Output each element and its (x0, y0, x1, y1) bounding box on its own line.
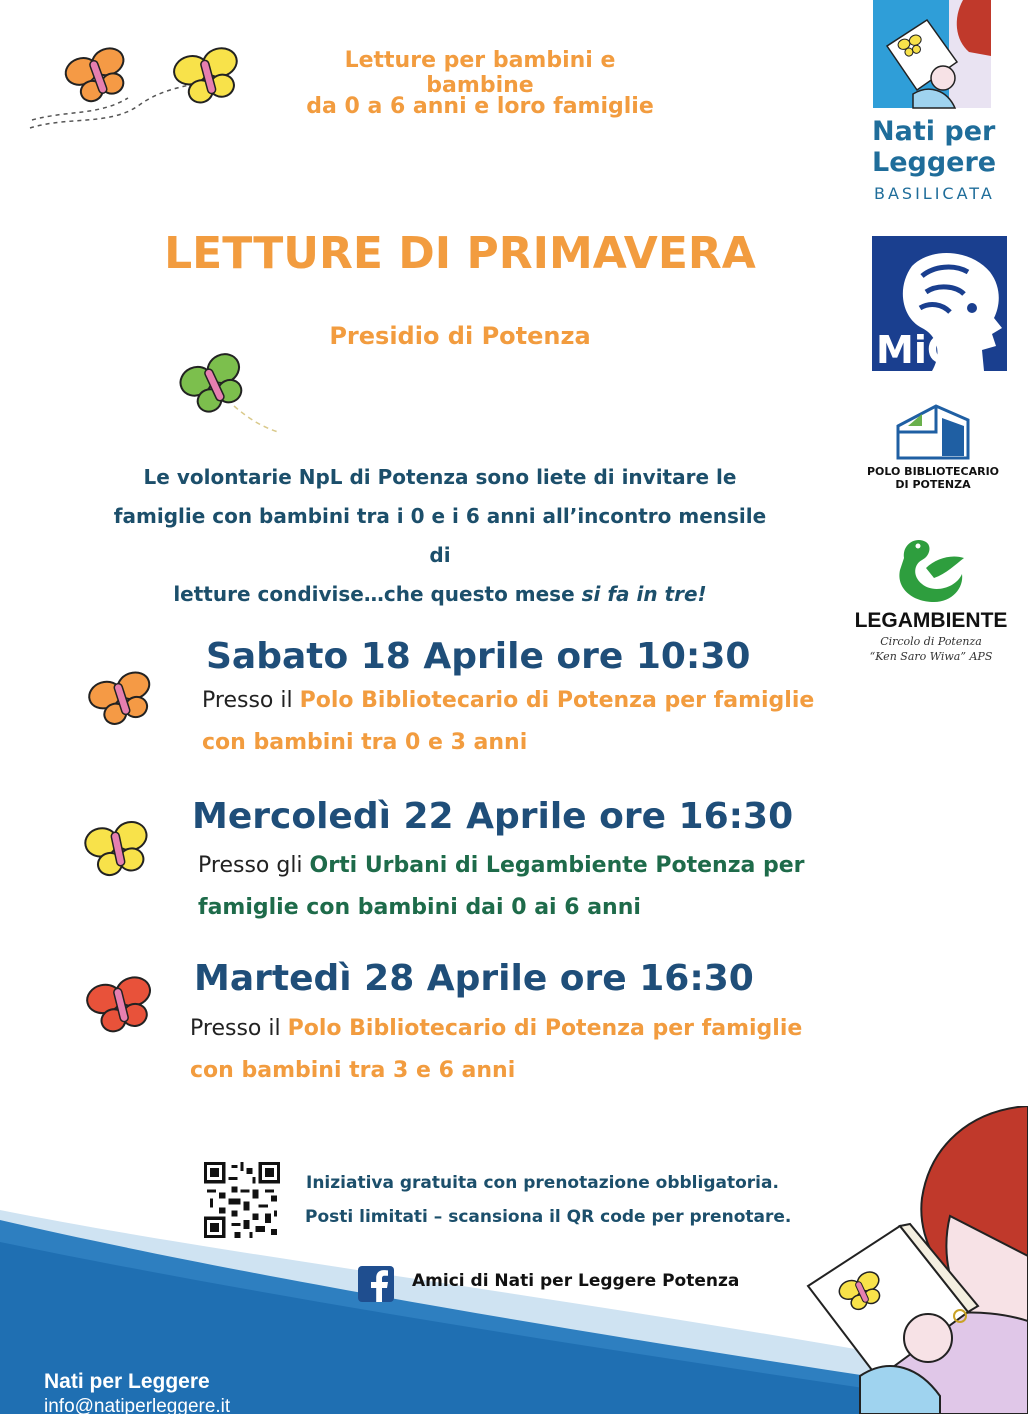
mic-logo (872, 236, 1007, 371)
booking-line-2: Posti limitati – scansiona il QR code per prenotare. (305, 1207, 792, 1227)
polo-bibliotecario-logo-text (860, 465, 1006, 491)
butterfly-icon (84, 972, 158, 1038)
event-2-location (198, 853, 805, 878)
event-2-venue: Orti Urbani di Legambiente Potenza per (309, 853, 805, 878)
facebook-page-link[interactable]: Amici di Nati per Leggere Potenza (412, 1271, 740, 1291)
event-3-date: Martedì 28 Aprile ore 16:30 (194, 958, 754, 999)
qr-code-icon[interactable] (204, 1162, 280, 1238)
butterfly-icon (86, 668, 158, 730)
event-1-venue: Polo Bibliotecario di Potenza per famiglie (299, 688, 815, 713)
footer-org-name: Nati per Leggere (44, 1370, 210, 1393)
event-3-location (190, 1016, 802, 1041)
booking-line-1: Iniziativa gratuita con prenotazione obbligatoria. (306, 1173, 779, 1193)
mother-reading-illustration (800, 1106, 1028, 1414)
invitation-line-1: Le volontarie NpL di Potenza sono liete di invitare le (143, 465, 737, 489)
legambiente-sub-line-2: “Ken Saro Wiwa” APS (869, 650, 993, 663)
npl-logo-line-1: Nati per (872, 116, 996, 147)
butterfly-icon (82, 816, 154, 882)
polo-logo-line-1: POLO BIBLIOTECARIO (866, 465, 1000, 478)
event-1-prefix: Presso il (202, 688, 300, 713)
event-1-location (202, 688, 814, 713)
invitation-line-2: famiglie con bambini tra i 0 e i 6 anni all’incontro mensile di (113, 504, 767, 567)
invitation-text (100, 458, 780, 614)
butterfly-icon (171, 45, 245, 108)
legambiente-logo-subtext (850, 634, 1012, 664)
intro-line-1: Letture per bambini e bambine (344, 48, 616, 98)
page-subtitle: Presidio di Potenza (329, 322, 591, 350)
event-2-audience: famiglie con bambini dai 0 ai 6 anni (198, 895, 641, 920)
invitation-line-3-start: letture condivise…che questo mese (173, 582, 582, 606)
invitation-emphasis: si fa in tre (581, 582, 698, 606)
legambiente-logo-text: LEGAMBIENTE (854, 609, 1008, 632)
event-3-venue: Polo Bibliotecario di Potenza per famiglie (287, 1016, 803, 1041)
invitation-line-3 (100, 575, 780, 614)
event-2-prefix: Presso gli (198, 853, 310, 878)
event-3-prefix: Presso il (190, 1016, 288, 1041)
polo-logo-line-2: DI POTENZA (895, 478, 971, 491)
npl-logo-text (872, 116, 996, 178)
event-3-audience: con bambini tra 3 e 6 anni (190, 1058, 516, 1083)
butterfly-icon (62, 44, 134, 107)
npl-logo-icon (873, 0, 991, 110)
event-1-audience: con bambini tra 0 e 3 anni (202, 730, 528, 755)
page-title: LETTURE DI PRIMAVERA (164, 228, 756, 279)
mic-logo-text: MiC (876, 328, 955, 371)
butterflies-top (28, 36, 258, 136)
event-2-date: Mercoledì 22 Aprile ore 16:30 (192, 796, 794, 837)
butterfly-icon (178, 348, 288, 438)
facebook-icon[interactable] (358, 1266, 394, 1302)
npl-logo-region: BASILICATA (874, 184, 995, 203)
intro-line-2: da 0 a 6 anni e loro famiglie (306, 94, 654, 119)
npl-logo-line-2: Leggere (872, 147, 997, 178)
legambiente-swan-icon (896, 534, 968, 606)
footer-email[interactable]: info@natiperleggere.it (44, 1396, 231, 1417)
invitation-line-3-end: ! (697, 582, 707, 606)
polo-bibliotecario-logo-icon (896, 404, 970, 460)
event-1-date: Sabato 18 Aprile ore 10:30 (206, 636, 751, 677)
legambiente-sub-line-1: Circolo di Potenza (880, 635, 982, 648)
